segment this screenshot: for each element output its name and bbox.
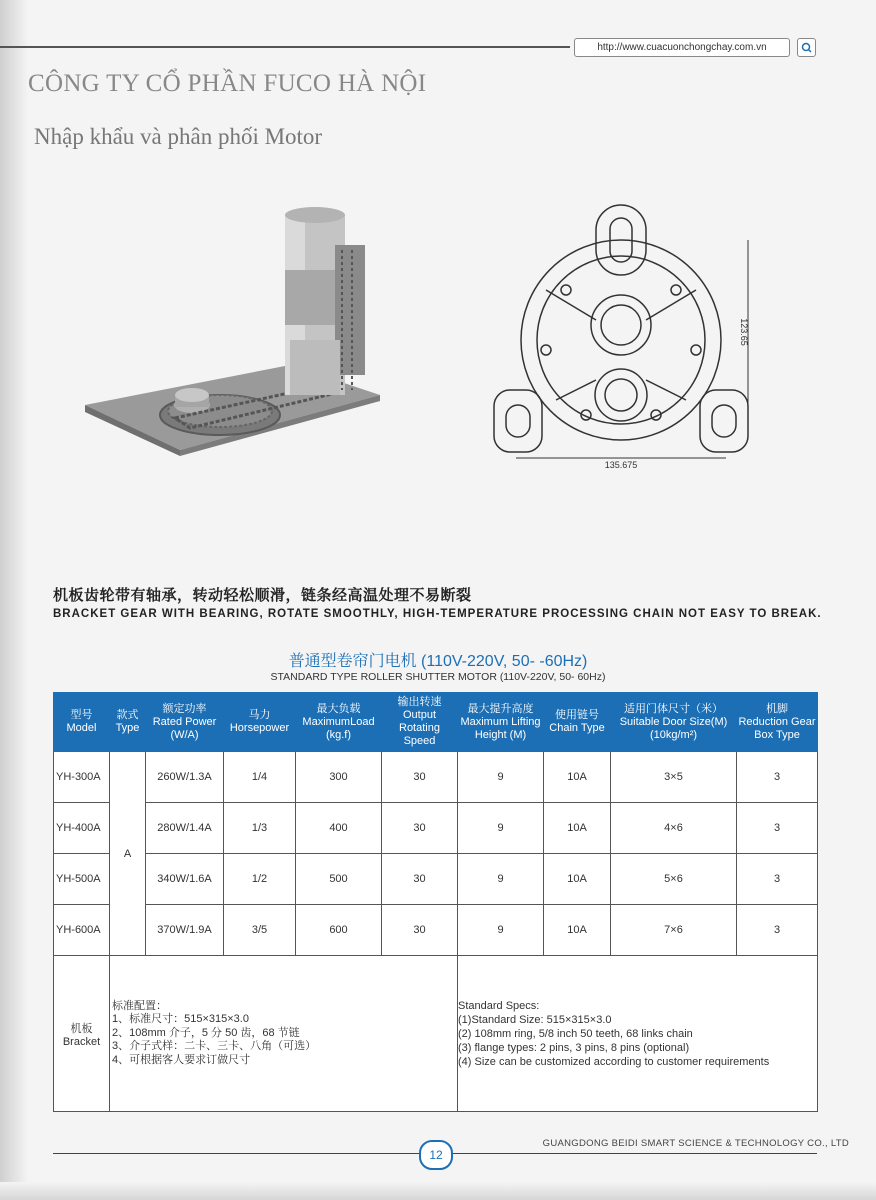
cell-model: YH-500A — [54, 854, 110, 905]
col-gearbox: 机脚 Reduction Gear Box Type — [737, 693, 818, 752]
cell-height: 9 — [458, 854, 544, 905]
cell-load: 600 — [296, 905, 382, 956]
footer-company: GUANGDONG BEIDI SMART SCIENCE & TECHNOLOGY CO., LTD — [542, 1138, 849, 1149]
col-lifting-height: 最大提升高度 Maximum Lifting Height (M) — [458, 693, 544, 752]
technical-drawing — [486, 200, 756, 480]
cell-load: 500 — [296, 854, 382, 905]
cell-power: 260W/1.3A — [146, 752, 224, 803]
page-edge-shadow — [0, 0, 28, 1200]
cell-door: 4×6 — [611, 803, 737, 854]
height-dimension: 123.65 — [739, 318, 749, 346]
search-button[interactable] — [797, 38, 816, 57]
col-type: 款式 Type — [110, 693, 146, 752]
cell-speed: 30 — [382, 803, 458, 854]
table-title: 普通型卷帘门电机 (110V-220V, 50- -60Hz) — [288, 653, 588, 670]
bracket-row — [54, 956, 818, 1112]
width-dimension: 135.675 — [604, 460, 638, 470]
table-row — [54, 905, 818, 956]
cell-speed: 30 — [382, 905, 458, 956]
footer-rule-right — [452, 1153, 817, 1154]
cell-gear: 3 — [737, 854, 818, 905]
cell-height: 9 — [458, 905, 544, 956]
col-output-speed: 输出转速 Output Rotating Speed — [382, 693, 458, 752]
cell-chain: 10A — [544, 752, 611, 803]
cell-door: 5×6 — [611, 854, 737, 905]
cell-speed: 30 — [382, 854, 458, 905]
table-subtitle: STANDARD TYPE ROLLER SHUTTER MOTOR (110V-220V, 50- 60Hz) — [270, 671, 606, 683]
cell-load: 400 — [296, 803, 382, 854]
col-max-load: 最大负载 MaximumLoad (kg.f) — [296, 693, 382, 752]
header-rule — [0, 46, 570, 48]
bracket-specs-en: Standard Specs: (1)Standard Size: 515×315×3.0 (2) 108mm ring, 5/8 inch 50 teeth, 68 links chain (3) flange types: 2 pins, 3 pins, 8 pins (optional) (4) Size can be customized according to customer requirements — [458, 956, 818, 1112]
cell-power: 280W/1.4A — [146, 803, 224, 854]
bracket-label: 机板 Bracket — [54, 956, 110, 1112]
motor-photo — [80, 200, 380, 460]
cell-load: 300 — [296, 752, 382, 803]
cell-door: 3×5 — [611, 752, 737, 803]
page-number: 12 — [419, 1140, 453, 1170]
company-name: CÔNG TY CỔ PHẦN FUCO HÀ NỘI — [28, 70, 427, 97]
spec-table — [53, 692, 818, 1112]
headline-cn: 机板齿轮带有轴承，转动轻松顺滑，链条经高温处理不易断裂 — [53, 587, 472, 604]
col-horsepower: 马力 Horsepower — [224, 693, 296, 752]
footer-rule-left — [53, 1153, 424, 1154]
cell-gear: 3 — [737, 803, 818, 854]
cell-height: 9 — [458, 752, 544, 803]
col-model: 型号 Model — [54, 693, 110, 752]
cell-hp: 1/4 — [224, 752, 296, 803]
table-row — [54, 752, 818, 803]
cell-door: 7×6 — [611, 905, 737, 956]
cell-chain: 10A — [544, 803, 611, 854]
cell-chain: 10A — [544, 905, 611, 956]
cell-model: YH-600A — [54, 905, 110, 956]
cell-hp: 3/5 — [224, 905, 296, 956]
col-door-size: 适用门体尺寸（米） Suitable Door Size(M) (10kg/m²) — [611, 693, 737, 752]
table-row — [54, 803, 818, 854]
search-icon — [798, 39, 815, 56]
table-header-row — [54, 693, 818, 752]
company-subtitle: Nhập khẩu và phân phối Motor — [34, 124, 323, 149]
cell-chain: 10A — [544, 854, 611, 905]
cell-model: YH-400A — [54, 803, 110, 854]
cell-gear: 3 — [737, 752, 818, 803]
url-field[interactable]: http://www.cuacuonchongchay.com.vn — [574, 38, 790, 57]
cell-power: 340W/1.6A — [146, 854, 224, 905]
headline-en: BRACKET GEAR WITH BEARING, ROTATE SMOOTHLY, HIGH-TEMPERATURE PROCESSING CHAIN NOT EASY TO BREAK. — [53, 608, 822, 620]
cell-height: 9 — [458, 803, 544, 854]
table-row — [54, 854, 818, 905]
col-chain-type: 使用链号 Chain Type — [544, 693, 611, 752]
col-rated-power: 额定功率 Rated Power (W/A) — [146, 693, 224, 752]
cell-model: YH-300A — [54, 752, 110, 803]
cell-speed: 30 — [382, 752, 458, 803]
cell-type: A — [110, 752, 146, 956]
page-bottom-shadow — [0, 1182, 876, 1200]
cell-gear: 3 — [737, 905, 818, 956]
bracket-specs-cn: 标准配置： 1、标准尺寸：515×315×3.0 2、108mm 介子，5 分 50 齿，68 节链 3、介子式样：二卡、三卡、八角（可选） 4、可根据客人要求订做尺寸 — [110, 956, 458, 1112]
cell-hp: 1/3 — [224, 803, 296, 854]
cell-hp: 1/2 — [224, 854, 296, 905]
cell-power: 370W/1.9A — [146, 905, 224, 956]
